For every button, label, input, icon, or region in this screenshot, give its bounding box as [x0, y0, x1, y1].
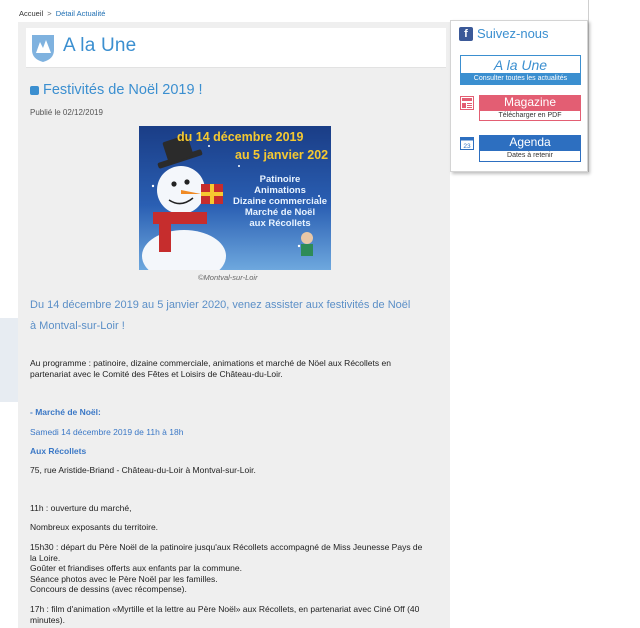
- main-content: [18, 22, 450, 628]
- article-title: [30, 82, 203, 98]
- follow-label[interactable]: Suivez-nous: [477, 26, 549, 41]
- marche-address: 75, rue Aristide-Briand - Château-du-Loir à Montval-sur-Loir.: [30, 465, 256, 475]
- text-line: la Loire.: [30, 552, 61, 563]
- schedule-exposants: Nombreux exposants du territoire.: [30, 522, 159, 532]
- calendar-icon: [460, 136, 474, 150]
- breadcrumb-current[interactable]: Détail Actualité: [55, 9, 106, 18]
- follow-us[interactable]: [459, 26, 549, 41]
- text-line: 17h : film d'animation «Myrtille et la lettre au Père Noël» aux Récollets, en partenariat avec Ciné Off (40: [30, 604, 420, 614]
- article-poster-image[interactable]: [139, 126, 331, 270]
- poster-activity: Dizaine commerciale: [233, 196, 327, 207]
- poster-activity: Patinoire: [259, 174, 301, 185]
- image-credit: ©Montval-sur-Loir: [198, 273, 258, 282]
- schedule-11h: 11h : ouverture du marché,: [30, 503, 132, 513]
- lead-line: à Montval-sur-Loir !: [30, 320, 125, 332]
- article-title-text: Festivités de Noël 2019 !: [43, 82, 203, 98]
- programme-paragraph: [30, 358, 440, 379]
- text-line: Goûter et friandises offerts aux enfants par la commune.: [30, 563, 242, 573]
- poster-date-line-1: du 14 décembre 2019: [177, 130, 304, 144]
- poster-activity: Animations: [254, 185, 306, 196]
- right-divider: [588, 0, 589, 172]
- agenda-subtitle: Dates à retenir: [479, 150, 581, 162]
- shield-icon: [30, 33, 56, 63]
- text-line: Séance photos avec le Père Noël par les familles.: [30, 573, 218, 584]
- left-decor-band: [0, 318, 18, 402]
- text-line: Concours de dessins (avec récompense).: [30, 584, 187, 594]
- marche-heading: - Marché de Noël:: [30, 407, 101, 417]
- sidebar-panel: [450, 20, 588, 172]
- schedule-17h: [30, 604, 440, 625]
- schedule-15h30: [30, 542, 440, 595]
- calendar-day: 23: [463, 143, 471, 150]
- alaune-title: A la Une: [493, 57, 548, 73]
- magazine-icon: [460, 96, 474, 110]
- poster-date-line-2: au 5 janvier 202: [235, 148, 329, 162]
- title-bullet-icon: [30, 86, 39, 95]
- poster-activity: Marché de Noël: [244, 207, 316, 218]
- agenda-title: Agenda: [479, 135, 581, 150]
- magazine-title: Magazine: [479, 95, 581, 110]
- marche-date: Samedi 14 décembre 2019 de 11h à 18h: [30, 427, 184, 437]
- magazine-subtitle: Télécharger en PDF: [479, 110, 581, 121]
- poster-activity: aux Récollets: [249, 218, 311, 229]
- facebook-icon[interactable]: f: [459, 27, 473, 41]
- lead-line: Du 14 décembre 2019 au 5 janvier 2020, venez assister aux festivités de Noël: [30, 299, 411, 311]
- breadcrumb-separator: >: [47, 9, 52, 18]
- text-line: partenariat avec le Comité des Fêtes et Loisirs de Château-du-Loir.: [30, 368, 283, 379]
- agenda-button[interactable]: [460, 135, 581, 164]
- right-margin: [588, 0, 640, 628]
- text-line: Au programme : patinoire, dizaine commerciale, animations et marché de Nöel aux Récollets en: [30, 358, 391, 368]
- breadcrumb: [19, 9, 105, 18]
- alaune-button[interactable]: [460, 55, 581, 85]
- poster-activities: [229, 174, 331, 229]
- section-title: A la Une: [63, 35, 137, 56]
- article-lead: [30, 295, 440, 337]
- alaune-subtitle: Consulter toutes les actualités: [461, 73, 580, 84]
- marche-location: Aux Récollets: [30, 446, 87, 456]
- section-header: [26, 28, 446, 68]
- magazine-button[interactable]: [460, 95, 581, 123]
- publication-date: Publié le 02/12/2019: [30, 108, 103, 117]
- breadcrumb-home-link[interactable]: Accueil: [19, 9, 44, 18]
- text-line: 15h30 : départ du Père Noël de la patinoire jusqu'aux Récollets accompagné de Miss Jeunesse Pays de: [30, 542, 423, 552]
- text-line: minutes).: [30, 614, 65, 625]
